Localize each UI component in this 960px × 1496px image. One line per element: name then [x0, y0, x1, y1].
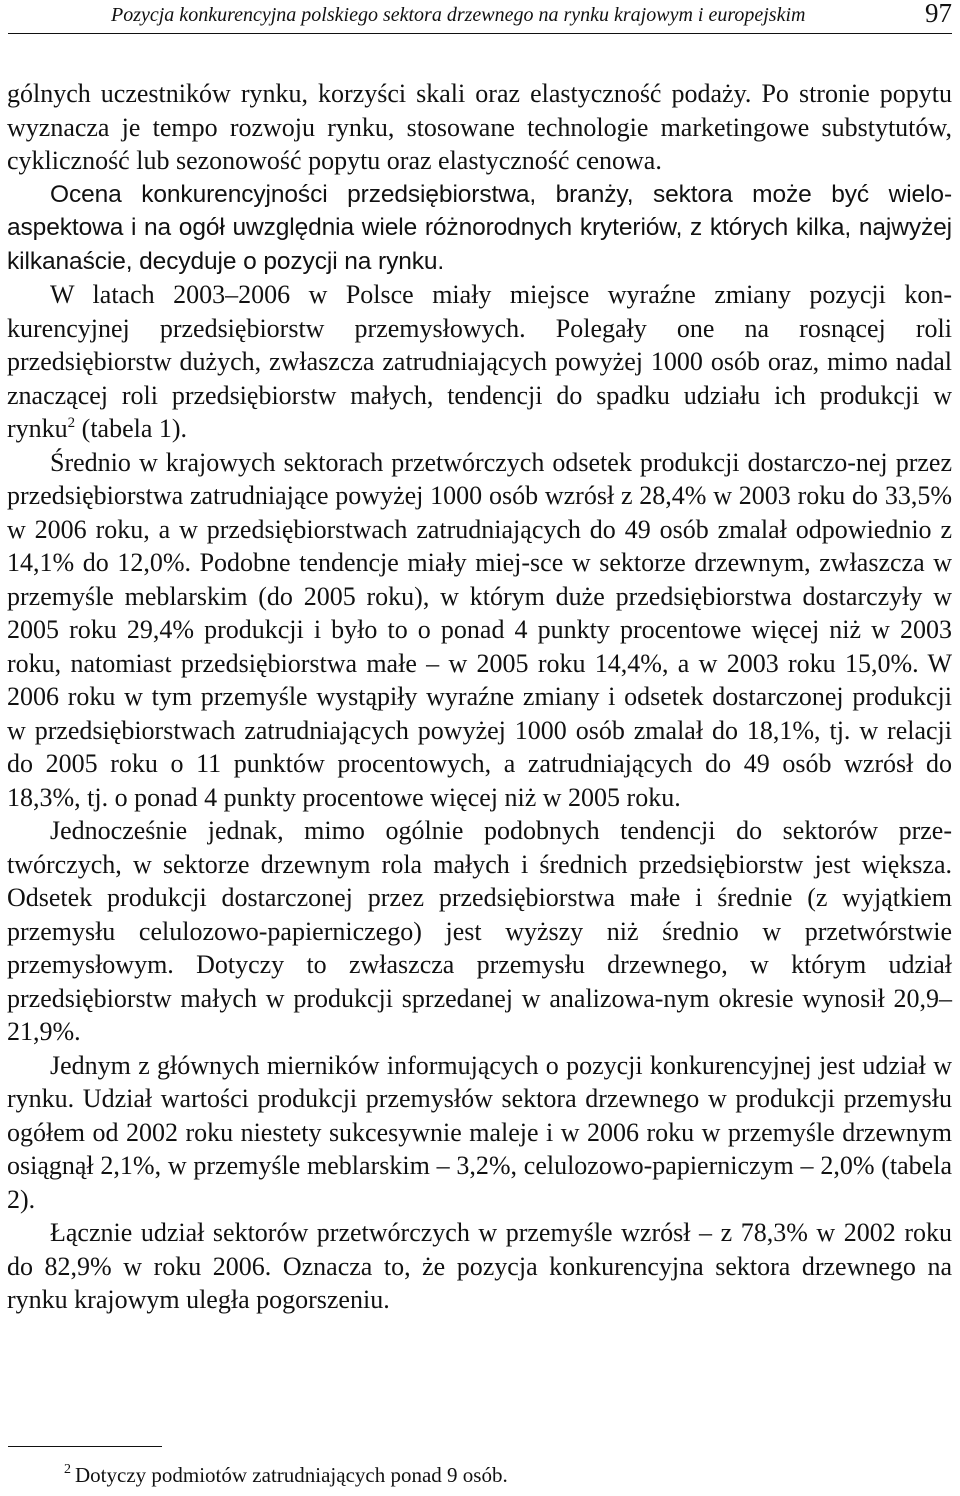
running-title: Pozycja konkurencyjna polskiego sektora drzewnego na rynku krajowym i europejskim — [111, 4, 806, 26]
paragraph-2: Ocena konkurencyjności przedsiębiorstwa, branży, sektora może być wielo-aspektowa i na ogół uwzględnia wiele różnorodnych kryteriów, z których kilka, najwyżej kilkanaście, decyduje o pozycji na rynku. — [7, 180, 952, 275]
paragraph-1: gólnych uczestników rynku, korzyści skali oraz elastyczność podaży. Po stronie popytu wyznacza je tempo rozwoju rynku, stosowane technologie marketingowe substytutów, cykliczność lub sezonowość popytu oraz elastyczność cenowa. — [7, 79, 952, 175]
footnote — [64, 1462, 508, 1488]
body-text — [7, 77, 952, 1317]
paragraph-3-end: (tabela 1). — [75, 414, 188, 443]
header-rule — [8, 33, 952, 34]
page-number: 97 — [925, 0, 952, 28]
paragraph-6: Jednym z głównych mierników informujących o pozycji konkurencyjnej jest udział w rynku. Udział wartości produkcji przemysłów sektora drzewnego w produkcji przemysłu ogółem od 2002 roku niestety sukcesywnie maleje i w 2006 roku w przemyśle drzewnym osiągnął 2,1%, w przemyśle meblarskim – 3,2%, celulozowo-papierniczym – 2,0% (tabela 2). — [7, 1050, 952, 1214]
paragraph-4: Średnio w krajowych sektorach przetwórczych odsetek produkcji dostarczo-nej przez przedsiębiorstwa zatrudniające powyżej 1000 osób wzrósł z 28,4% w 2003 roku do 33,5% w 2006 roku, a w przedsiębiorstwach zatrudniających do 49 osób zmalał odpowiednio z 14,1% do 12,0%. Podobne tendencje miały miej-sce w sektorze drzewnym, zwłaszcza w przemyśle meblarskim (do 2005 roku), w którym duże przedsiębiorstwa dostarczyły w 2005 roku 29,4% produkcji i było to o ponad 4 punkty procentowe więcej niż w 2003 roku, natomiast przedsiębiorstwa małe – w 2005 roku 14,4%, a w 2003 roku 15,0%. W 2006 roku w tym przemyśle wystąpiły wyraźne zmiany i odsetek dostarczonej produkcji w przedsiębiorstwach zatrudniających powyżej 1000 osób zmalał do 18,1%, tj. w relacji do 2005 roku o 11 punktów procentowych, a zatrudniających do 49 osób wzrósł do 18,3%, tj. o ponad 4 punkty procentowe więcej niż w 2005 roku. — [7, 447, 952, 812]
paragraph-5: Jednocześnie jednak, mimo ogólnie podobnych tendencji do sektorów prze-twórczych, w sektorze drzewnym rola małych i średnich przedsiębiorstw jest większa. Odsetek produkcji dostarczonej przez przedsiębiorstwa małe i średnie (z wyjątkiem przemysłu celulozowo-papierniczego) jest wyższy niż średnio w przetwórstwie przemysłowym. Dotyczy to zwłaszcza przemysłu drzewnego, w którym udział przedsiębiorstw małych w produkcji sprzedanej w analizowa-nym okresie wynosił 20,9–21,9%. — [7, 816, 952, 1046]
footnote-marker: 2 — [64, 1462, 71, 1477]
paragraph-3 — [7, 278, 952, 446]
footnote-rule — [8, 1446, 162, 1447]
paragraph-3-text: W latach 2003–2006 w Polsce miały miejsce wyraźne zmiany pozycji kon-kurencyjnej przedsiębiorstw przemysłowych. Polegały one na rosnącej roli przedsiębiorstw dużych, zwłaszcza zatrudniających powyżej 1000 osób oraz, mimo nadal znaczącej roli przedsiębiorstw małych, tendencji do spadku udziału ich produkcji w rynku — [7, 280, 952, 443]
footnote-text: Dotyczy podmiotów zatrudniających ponad 9 osób. — [75, 1463, 508, 1487]
running-header — [8, 0, 952, 32]
footnote-reference: 2 — [67, 415, 76, 431]
paragraph-7: Łącznie udział sektorów przetwórczych w przemyśle wzrósł – z 78,3% w 2002 roku do 82,9% w roku 2006. Oznacza to, że pozycja konkurencyjna sektora drzewnego na rynku krajowym uległa pogorszeniu. — [7, 1218, 952, 1314]
